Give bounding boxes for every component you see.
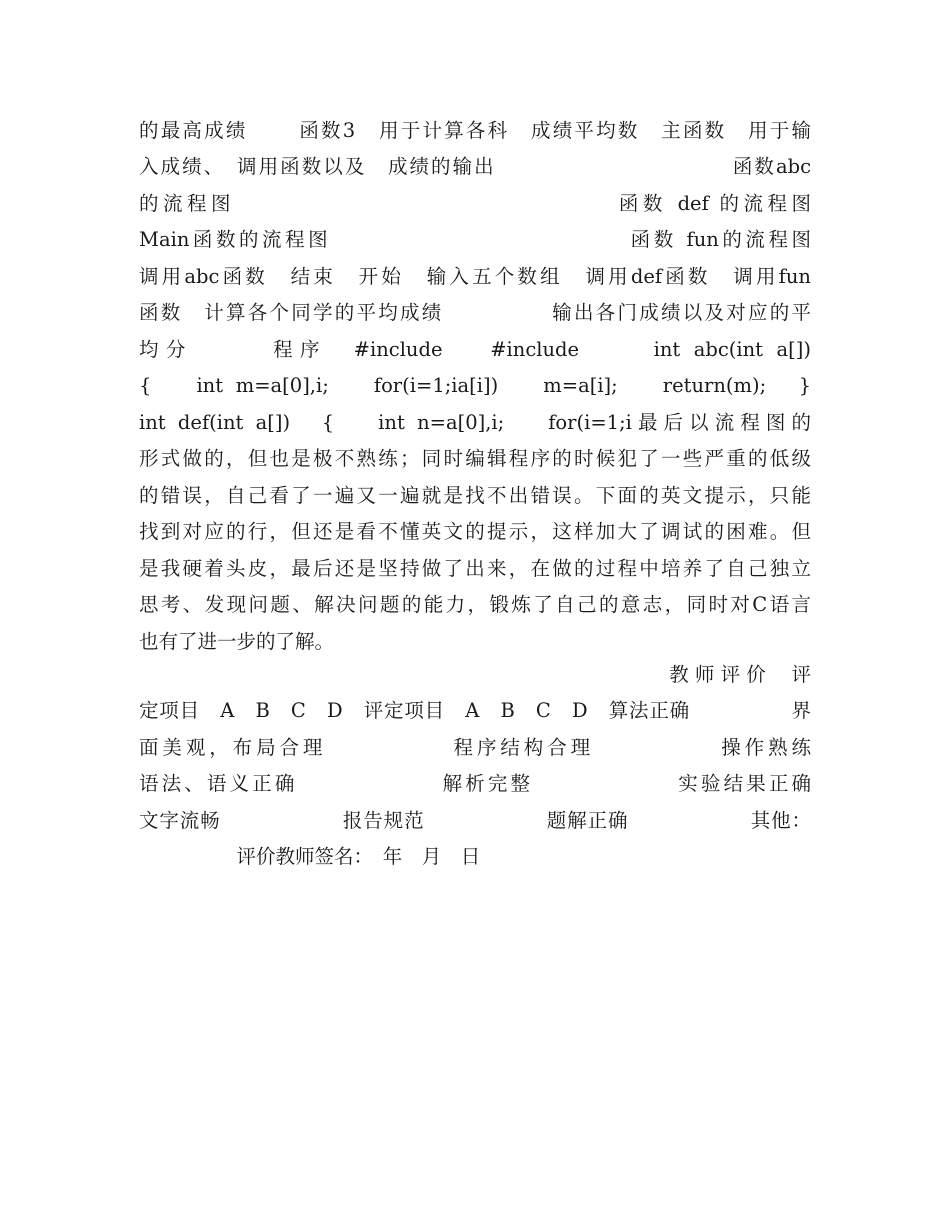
text-line-1: 的最高成绩 函数3 用于计算各科 成绩平均数 主函数 用于输	[139, 119, 811, 142]
evaluation-criteria-line-4: 文字流畅 报告规范 题解正确 其他：	[139, 809, 811, 832]
code-line-1: 均分 程序 #include #include int abc(int a[])	[139, 338, 811, 361]
evaluation-criteria-line-1: 定项目 A B C D 评定项目 A B C D 算法正确 界	[139, 699, 811, 722]
text-line-4: Main函数的流程图 函数 fun的流程图	[139, 228, 811, 251]
text-line-15: 也有了进一步的了解。	[139, 630, 335, 653]
text-line-2: 入成绩、 调用函数以及 成绩的输出 函数abc	[139, 155, 811, 178]
teacher-evaluation-heading: 教 师 评 价 评	[669, 663, 811, 686]
evaluation-criteria-line-2: 面美观，布局合理 程序结构合理 操作熟练	[139, 736, 811, 759]
code-line-3: int def(int a[]) { int n=a[0],i; for(i=1;i最后以流程图的	[139, 411, 811, 434]
text-line-10: 形式做的，但也是极不熟练；同时编辑程序的时候犯了一些严重的低级	[139, 447, 811, 470]
text-line-3: 的流程图 函数 def 的流程图	[139, 192, 811, 215]
text-line-12: 找到对应的行，但还是看不懂英文的提示，这样加大了调试的困难。但	[139, 520, 811, 543]
text-line-14: 思考、发现问题、解决问题的能力，锻炼了自己的意志，同时对C语言	[139, 593, 811, 616]
teacher-signature-line: 评价教师签名： 年 月 日	[139, 845, 481, 868]
evaluation-criteria-line-3: 语法、语义正确 解析完整 实验结果正确	[139, 772, 811, 795]
text-line-6: 函数 计算各个同学的平均成绩 输出各门成绩以及对应的平	[139, 301, 811, 324]
text-line-13: 是我硬着头皮，最后还是坚持做了出来，在做的过程中培养了自己独立	[139, 557, 811, 580]
text-line-5: 调用abc函数 结束 开始 输入五个数组 调用def函数 调用fun	[139, 265, 811, 288]
text-line-11: 的错误，自己看了一遍又一遍就是找不出错误。下面的英文提示，只能	[139, 484, 811, 507]
code-line-2: { int m=a[0],i; for(i=1;ia[i]) m=a[i]; return(m); }	[139, 374, 811, 397]
